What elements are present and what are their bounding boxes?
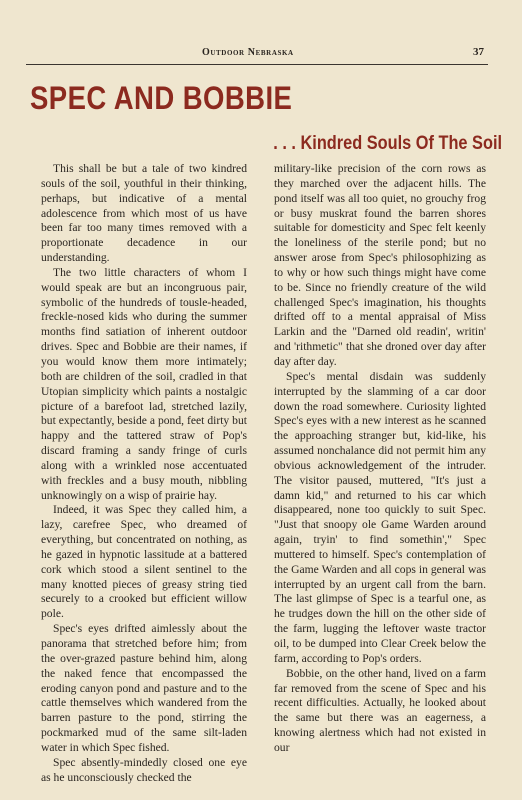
page-header (26, 46, 488, 65)
paragraph: Spec's mental disdain was suddenly interrupted by the slamming of a car door down the road somewhere. Curiosity lighted Spec's eyes with a new interest as he scanned the approaching stranger but, kid-like, his assumed nonchalance did not permit him any obvious acknowledgement of the intruder. The visitor paused, muttered, "It's just a damn kid," and returned to his car which disappeared, none too quickly to suit Spec. "Just that snoopy ole Game Warden around again, tryin' to find somethin'," Spec muttered to himself. Spec's contemplation of the Game Warden and all cops in general was interrupted by an urgent call from the barn. The last glimpse of Spec is a tearful one, as he trudges down the hill on the other side of the farm, lugging the leftover waste tractor oil, to be dumped into Clear Creek below the farm, according to Pop's orders. (274, 369, 486, 665)
article-title: SPEC AND BOBBIE (30, 80, 293, 116)
text-column-left (41, 162, 247, 785)
paragraph: This shall be but a tale of two kindred souls of the soil, youthful in their thinking, perhaps, but indicative of a mental adolescence from which most of us have been far too many times removed with a proportionate decadence in our understanding. (41, 162, 247, 265)
paragraph: military-like precision of the corn rows as they marched over the adjacent hills. The pond itself was all too quiet, no grouchy frog or busy muskrat found the barren shores suitable for domesticity and Spec felt keenly the loneliness of the sterile pond; but no answer arose from Spec's philosophizing as to why or how such things might have come to be. Since no friendly creature of the wild challenged Spec's imagination, his thoughts drifted off to a mental appraisal of Miss Larkin and the "Darned old readin', writin' and 'rithmetic" that she droned over day after day after day. (274, 162, 486, 368)
paragraph: The two little characters of whom I would speak are but an incongruous pair, symbolic of the hundreds of tousle-headed, freckle-nosed kids who during the summer months find satiation of inherent outdoor drives. Spec and Bobbie are their names, if you would know them more intimately; both are children of the soil, cradled in that Utopian simplicity which paints a nostalgic picture of a barefoot lad, stretched lazily, but expectantly, beside a pond, feet dirty but happy and the tattered straw of Pop's discard framing a sandy fringe of curls along with a wrinkled nose accentuated with freckles and a busy mouth, nibbling unknowingly on a wisp of prairie hay. (41, 265, 247, 502)
running-title: Outdoor Nebraska (202, 47, 294, 58)
paragraph: Bobbie, on the other hand, lived on a farm far removed from the scene of Spec and his recent difficulties. Actually, he looked about the same but there was an eagerness, a knowing alertness which had not existed in our (274, 666, 486, 754)
paragraph: Spec's eyes drifted aimlessly about the panorama that stretched before him; from the over-grazed pasture behind him, along the naked fence that encompassed the eroding canyon pond and pasture and to the cattle themselves which wandered from the barren pasture to the pond, stirring the pockmarked mud of the same silt-laden water in which Spec fished. (41, 622, 247, 754)
paragraph: Spec absently-mindedly closed one eye as he unconsciously checked the (41, 755, 247, 784)
text-column-right (274, 162, 486, 756)
page-number: 37 (473, 46, 484, 58)
article-subtitle: . . . Kindred Souls Of The Soil (273, 133, 502, 154)
paragraph: Indeed, it was Spec they called him, a lazy, carefree Spec, who dreamed of everything, but concentrated on nothing, as he gazed in hypnotic lassitude at a battered cork which stood a silent sentinel to the many knotted pieces of greasy string tied securely to a crooked but efficient willow pole. (41, 503, 247, 621)
